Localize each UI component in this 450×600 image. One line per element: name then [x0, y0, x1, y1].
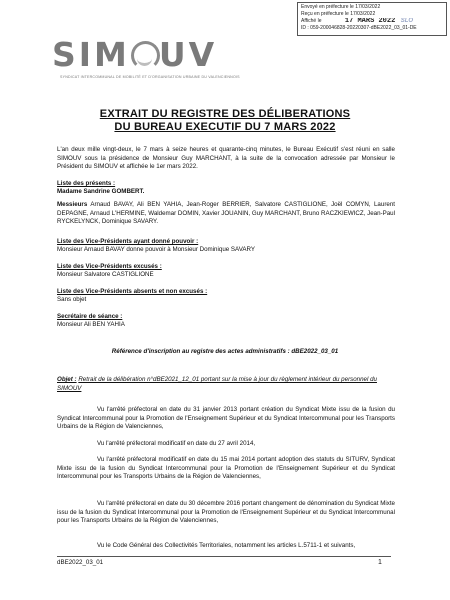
presents-messieurs — [57, 201, 395, 227]
absents-heading: Liste des Vice-Présidents absents et non excusés : — [57, 288, 208, 295]
prefecture-stamp — [297, 2, 447, 36]
intro-paragraph: L'an deux mille vingt-deux, le 7 mars à seize heures et quarante-cinq minutes, le Bureau Exécutif s'est réuni en salle SIMOUV sous la présidence de Monsieur Guy MARCHANT, à la suite de la convocation adressée par Monsieur le Président du SIMOUV et affichée le 1er mars 2022. — [57, 146, 395, 170]
footer-divider — [57, 556, 391, 557]
visa-5: Vu le Code Général des Collectivités Territoriales, notamment les articles L.5711-1 et suivants, — [97, 542, 356, 549]
visa-2: Vu l'arrêté préfectoral modificatif en date du 27 avril 2014, — [97, 440, 256, 447]
visa-3: Vu l'arrêté préfectoral modificatif en date du 15 mai 2014 portant adoption des statuts du SITURV, Syndicat Mixte issu de la fusion du Syndicat Intercommunal pour la Promotion de l'Enseignement Supérieur et du Syndicat Intercommunal pour les Transports Urbains de la Région de Valenciennes, — [57, 456, 395, 480]
excuses-heading: Liste des Vice-Présidents excusés : — [57, 263, 162, 270]
stamp-affiche-label: Affiché le — [301, 18, 322, 24]
messieurs-label: Messieurs — [57, 201, 88, 208]
logo-subtitle: SYNDICAT INTERCOMMUNAL DE MOBILITÉ ET D'ORGANISATION URBAINE DU VALENCIENNOIS — [60, 75, 240, 79]
pouvoir-text: Monsieur Arnaud BAVAY donne pouvoir à Monsieur Dominique SAVARY — [57, 246, 255, 253]
excuses-text: Monsieur Salvatore CASTIGLIONE — [57, 271, 154, 278]
document-title-line1: EXTRAIT DU REGISTRE DES DÉLIBERATIONS — [99, 108, 351, 120]
presents-madame: Madame Sandrine GOMBERT. — [57, 188, 145, 195]
stamp-id: ID : 059-200046828-20220307-dBE2022_03_01-DE — [301, 25, 417, 31]
secretaire-text: Monsieur Ali BEN YAHIA — [57, 321, 125, 328]
visa-4: Vu l'arrêté préfectoral en date du 30 décembre 2016 portant changement de dénomination du Syndicat Mixte issu de la fusion du Syndicat Intercommunal pour la Promotion de l'Enseignement Supérieur et du Syndicat Intercommunal pour les Transports Urbains de la Région de Valenciennes, — [57, 500, 395, 524]
stamp-eco-logo: SLO — [400, 18, 414, 24]
objet-paragraph — [57, 376, 395, 393]
stamp-recu: Reçu en préfecture le 17/03/2022 — [301, 11, 376, 17]
stamp-envoye: Envoyé en préfecture le 17/03/2022 — [301, 4, 381, 10]
simouv-logo — [52, 35, 217, 74]
logo-word-left: SIM — [52, 35, 130, 74]
page-number: 1 — [378, 559, 382, 566]
objet-label: Objet : — [57, 376, 77, 383]
objet-text: Retrait de la délibération n°dBE2021_12_01 portant sur la mise à jour du règlement intérieur du personnel du SIMOUV — [57, 376, 377, 392]
footer-reference: dBE2022_03_01 — [57, 559, 104, 566]
logo-o-icon — [131, 41, 158, 68]
presents-heading: Liste des présents : — [57, 180, 116, 187]
visa-1: Vu l'arrêté préfectoral en date du 31 janvier 2013 portant création du Syndicat Mixte issu de la fusion du Syndicat Intercommunal pour la Promotion de l'Enseignement Supérieur et du Syndicat Intercommunal pour les Transports Urbains de la Région de Valenciennes, — [57, 406, 395, 430]
logo-word-right: UV — [158, 35, 218, 74]
pouvoir-heading: Liste des Vice-Présidents ayant donné pouvoir : — [57, 238, 199, 245]
registre-reference: Référence d'inscription au registre des actes administratifs : dBE2022_03_01 — [111, 348, 339, 355]
secretaire-heading: Secrétaire de séance : — [57, 313, 123, 320]
messieurs-list: Arnaud BAVAY, Ali BEN YAHIA, Jean-Roger BERRIER, Salvatore CASTIGLIONE, Joël COMYN, Laurent DEPAGNE, Arnaud L'HERMINE, Waldemar DOMIN, Xavier JOUANIN, Guy MARCHANT, Bruno RACZKIEWICZ, Jean-Paul RYCKELYNCK, Dominique SAVARY. — [57, 201, 395, 225]
document-title-line2: DU BUREAU EXECUTIF DU 7 MARS 2022 — [114, 121, 336, 133]
absents-text: Sans objet — [57, 296, 87, 303]
stamp-affiche-row — [301, 18, 443, 25]
stamp-affiche-date: 17 MARS 2022 — [344, 18, 396, 25]
